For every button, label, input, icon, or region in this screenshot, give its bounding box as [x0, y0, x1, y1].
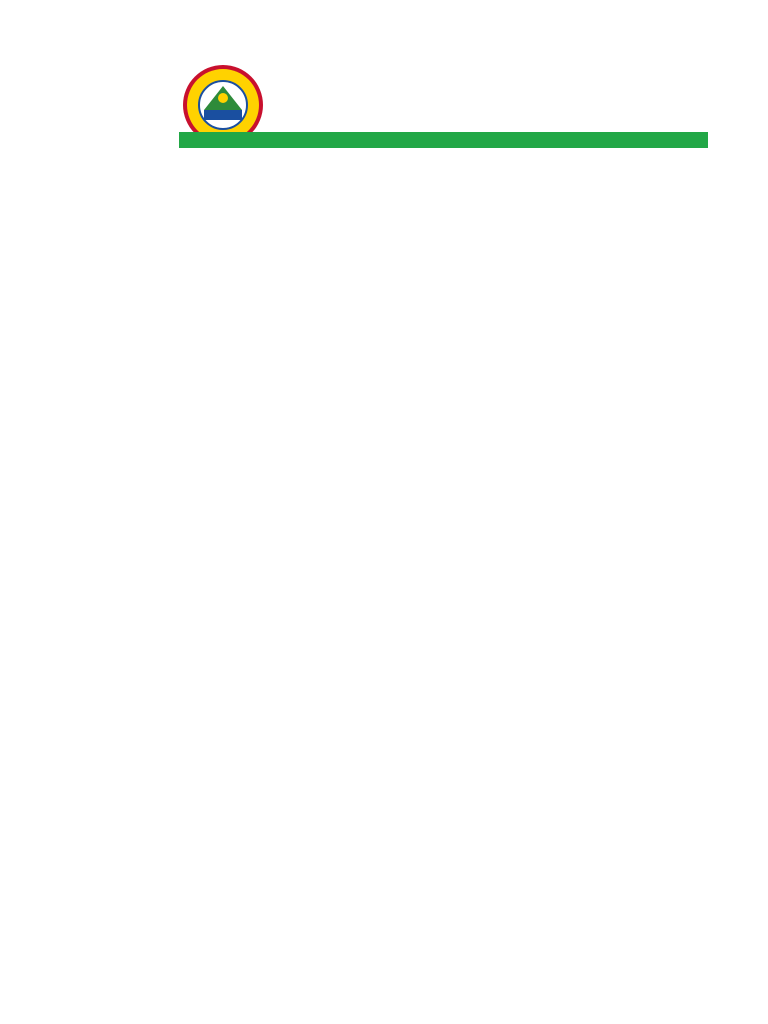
- whereas-3: [181, 781, 706, 796]
- whereas-2: [181, 692, 706, 707]
- whereas-1: [181, 617, 706, 632]
- office-banner: [179, 132, 708, 148]
